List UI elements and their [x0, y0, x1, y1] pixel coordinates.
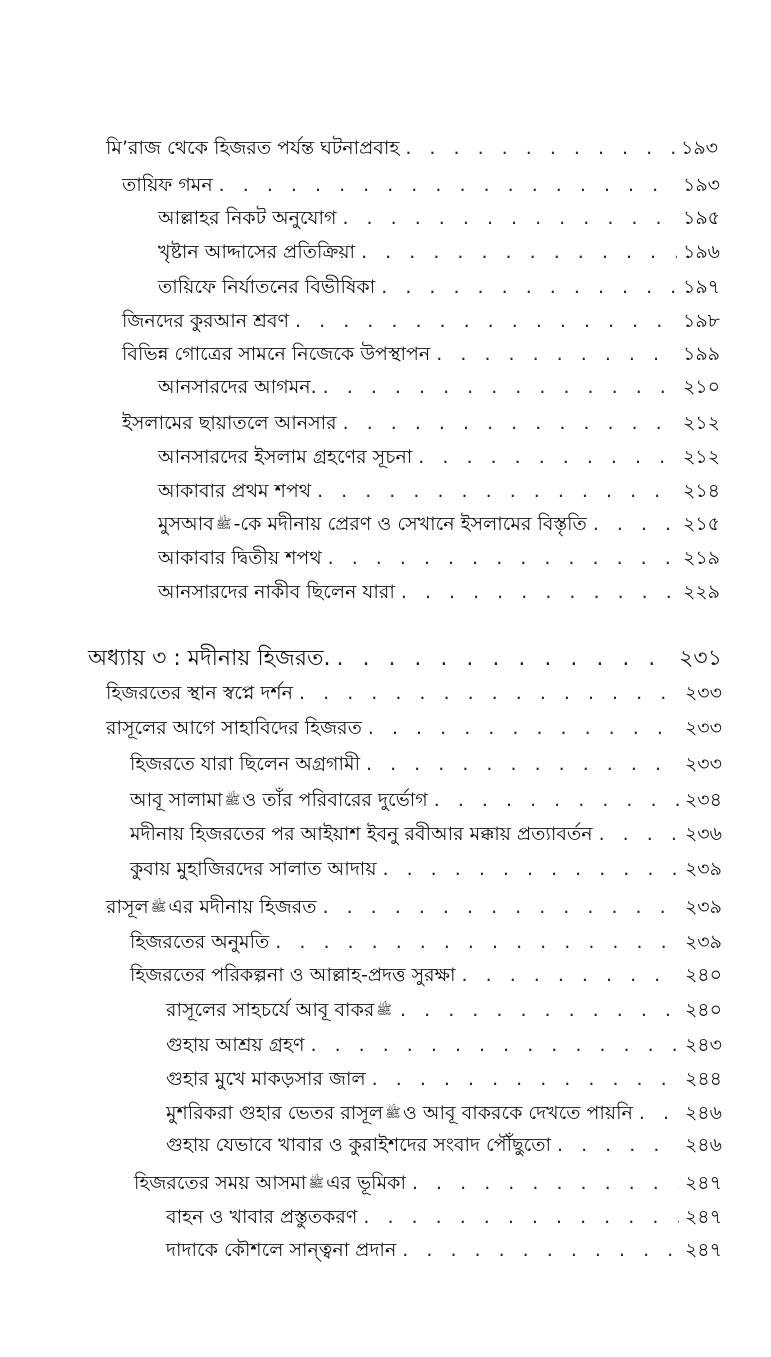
toc-entry: [106, 676, 722, 710]
toc-entry-title: গুহার মুখে মাকড়সার জাল: [166, 1068, 366, 1090]
toc-entry: [130, 958, 722, 992]
dot-leader: [366, 747, 679, 781]
toc-entry: [158, 507, 720, 541]
toc-entry-title: [106, 890, 317, 925]
toc-entry-page: ২৩৬: [684, 823, 722, 845]
toc-entry-page: ২৩১: [679, 646, 722, 671]
dot-leader: [557, 1128, 679, 1162]
toc-entry-title: বিভিন্ন গোত্রের সামনে নিজেকে উপস্থাপন: [122, 343, 431, 365]
toc-entry-page: ২৩৩: [684, 717, 722, 739]
toc-entry-page: ২৩৪: [684, 789, 722, 811]
toc-entry: [134, 1166, 722, 1200]
toc-entry-page: ২৪৬: [684, 1134, 722, 1156]
toc-entry-title: জিনদের কুরআন শ্রবণ: [122, 310, 290, 332]
toc-entry: [130, 852, 722, 886]
toc-entry-page: ২৪৬: [684, 1102, 722, 1124]
toc-entry: [130, 747, 722, 781]
toc-entry: [158, 440, 720, 474]
dot-leader: [400, 993, 679, 1027]
toc-entry-title: আনসারদের ইসলাম গ্রহণের সূচনা: [158, 446, 413, 468]
dot-leader: [317, 474, 677, 508]
toc-entry: [166, 1233, 722, 1267]
toc-entry-title: বাহন ও খাবার প্রস্তুতকরণ: [166, 1206, 358, 1228]
toc-entry-page: ২১২: [682, 446, 720, 468]
toc-entry: [122, 304, 720, 338]
toc-entry-title: [166, 1096, 633, 1131]
dot-leader: [402, 1233, 679, 1267]
honorific-glyph-icon: ﷺ: [376, 1002, 393, 1018]
dot-leader: [418, 440, 677, 474]
dot-leader: [436, 337, 677, 371]
toc-entry-page: ২৩৯: [684, 858, 722, 880]
toc-entry-title: কুবায় মুহাজিরদের সালাত আদায়: [130, 858, 377, 880]
toc-entry: [158, 541, 720, 575]
dot-leader: [405, 131, 675, 165]
dot-leader: [295, 304, 677, 338]
toc-entry-title: খৃষ্টান আদ্দাসের প্রতিক্রিয়া: [158, 241, 356, 263]
dot-leader: [342, 201, 677, 235]
toc-entry: [158, 370, 720, 404]
toc-entry: [166, 993, 722, 1027]
toc-entry: [158, 235, 720, 269]
toc-entry-title: হিজরতের পরিকল্পনা ও আল্লাহ-প্রদত্ত সুরক্ষা: [130, 964, 456, 986]
toc-entry-page: ২৪০: [684, 964, 722, 986]
toc-entry-title: [134, 1166, 406, 1201]
toc-entry-title: [158, 507, 587, 542]
toc-entry-page: ২৪৭: [684, 1206, 722, 1228]
toc-entry-title: আকাবার দ্বিতীয় শপথ: [158, 547, 322, 569]
honorific-glyph-icon: ﷺ: [224, 792, 241, 808]
honorific-glyph-icon: ﷺ: [385, 1105, 401, 1121]
dot-leader: [593, 507, 677, 541]
dot-leader: [639, 1096, 679, 1130]
toc-entry: [166, 1096, 722, 1130]
toc-entry-title: মি’রাজ থেকে হিজরত পর্যন্ত ঘটনাপ্রবাহ: [106, 137, 400, 159]
toc-entry: [158, 474, 720, 508]
toc-entry: [130, 817, 722, 851]
dot-leader: [368, 711, 679, 745]
toc-entry-page: ১৯৩: [680, 137, 718, 159]
toc-entry-title-part: ও আবূ বাকরকে দেখতে পায়নি: [402, 1102, 633, 1124]
toc-entry-page: ২৪৭: [684, 1239, 722, 1261]
toc-entry: [158, 270, 720, 304]
toc-entry-page: ১৯৯: [683, 343, 720, 365]
toc-entry-page: ২৪৭: [684, 1172, 722, 1194]
dot-leader: [310, 1028, 678, 1062]
toc-entry-title: অধ্যায় ৩ : মদীনায় হিজরত.: [88, 646, 331, 671]
toc-entry-page: ১৯৬: [682, 241, 720, 263]
dot-leader: [381, 270, 677, 304]
toc-entry: [166, 1200, 722, 1234]
toc-entry: [106, 711, 722, 745]
toc-entry-title: হিজরতে যারা ছিলেন অগ্রগামী: [130, 753, 361, 775]
dot-leader: [462, 958, 679, 992]
toc-entry: [166, 1062, 722, 1096]
honorific-glyph-icon: ﷺ: [308, 1175, 325, 1191]
toc-entry: [130, 925, 722, 959]
toc-entry-title: তায়িফ গমন: [122, 174, 213, 196]
toc-entry-page: ১৯৭: [682, 276, 720, 298]
dot-leader: [372, 1062, 679, 1096]
dot-leader: [412, 1166, 679, 1200]
toc-entry-title: মদীনায় হিজরতের পর আইয়াশ ইবনু রবীআর মক্কায় প্রত্যাবর্তন: [130, 823, 593, 845]
dot-leader: [434, 783, 679, 817]
toc-entry-page: ২৪০: [684, 999, 722, 1021]
toc-entry: [166, 1128, 722, 1162]
toc-entry-title-part: হিজরতের সময় আসমা: [134, 1172, 307, 1194]
toc-entry-page: ২৩৯: [684, 896, 722, 918]
toc-entry-title-part: এর ভূমিকা: [326, 1172, 406, 1194]
toc-entry-page: ২১৯: [682, 547, 720, 569]
dot-leader: [599, 817, 679, 851]
dot-leader: [361, 235, 677, 269]
toc-entry-title: হিজরতের স্থান স্বপ্নে দর্শন: [106, 682, 294, 704]
toc-entry-page: ১৯৫: [683, 207, 720, 229]
toc-entry: [122, 406, 720, 440]
dot-leader: [219, 168, 677, 202]
toc-entry-page: ২৩৯: [684, 931, 722, 953]
toc-entry: [122, 337, 720, 371]
toc-entry-page: ২৩৩: [684, 753, 722, 775]
toc-entry-title: আল্লাহর নিকট অনুযোগ: [158, 207, 337, 229]
dot-leader: [323, 370, 677, 404]
dot-leader: [275, 925, 679, 959]
honorific-glyph-icon: ﷺ: [150, 899, 167, 915]
toc-entry-title: আকাবার প্রথম শপথ: [158, 480, 312, 502]
dot-leader: [401, 575, 677, 609]
honorific-glyph-icon: ﷺ: [215, 516, 232, 532]
toc-entry: [130, 783, 722, 817]
toc-entry-title-part: মুশরিকরা গুহার ভেতর রাসূল: [166, 1102, 384, 1124]
toc-entry: [106, 131, 718, 165]
toc-entry-title: [166, 993, 394, 1028]
toc-entry: [106, 890, 722, 924]
toc-entry-title: দাদাকে কৌশলে সান্ত্বনা প্রদান: [166, 1239, 397, 1261]
toc-entry-title: গুহায় যেভাবে খাবার ও কুরাইশদের সংবাদ পৌঁছুতো: [166, 1134, 552, 1156]
toc-entry-page: ২১৪: [682, 480, 720, 502]
toc-entry-page: ২১৫: [682, 513, 720, 535]
toc-entry-page: ২৩৩: [684, 682, 722, 704]
toc-entry: [166, 1028, 722, 1062]
toc-entry: [158, 575, 720, 609]
toc-entry: [158, 201, 720, 235]
toc-entry-title: তায়িফে নির্যাতনের বিভীষিকা: [158, 276, 376, 298]
chapter-heading: [88, 640, 722, 678]
toc-entry-page: ১৯৩: [682, 174, 720, 196]
toc-entry: [122, 168, 720, 202]
toc-entry-title: আনসারদের নাকীব ছিলেন যারা: [158, 581, 395, 603]
dot-leader: [299, 676, 679, 710]
toc-entry-page: ২১০: [682, 376, 720, 398]
toc-entry-title-part: এর মদীনায় হিজরত: [168, 896, 317, 918]
toc-entry-title: হিজরতের অনুমতি: [130, 931, 270, 953]
dot-leader: [328, 541, 677, 575]
toc-entry-title-part: -কে মদীনায় প্রেরণ ও সেখানে ইসলামের বিস্তৃতি: [233, 513, 587, 535]
toc-entry-title-part: আবূ সালামা: [130, 789, 223, 811]
toc-entry-title-part: রাসূল: [106, 896, 149, 918]
toc-entry-title: [130, 783, 428, 818]
dot-leader: [323, 890, 679, 924]
dot-leader: [343, 406, 677, 440]
toc-entry-title-part: মুসআব: [158, 513, 214, 535]
toc-entry-title: রাসূলের আগে সাহাবিদের হিজরত: [106, 717, 362, 739]
dot-leader: [336, 640, 673, 678]
dot-leader: [363, 1200, 679, 1234]
toc-entry-page: ২৪৪: [684, 1068, 722, 1090]
toc-entry-page: ১৯৮: [683, 310, 720, 332]
toc-entry-title-part: ও তাঁর পরিবারের দুর্ভোগ: [242, 789, 428, 811]
toc-entry-title: আনসারদের আগমন.: [158, 376, 317, 398]
toc-entry-title: ইসলামের ছায়াতলে আনসার: [122, 412, 337, 434]
toc-entry-title-part: রাসূলের সাহচর্যে আবূ বাকর: [166, 999, 375, 1021]
toc-entry-page: ২২৯: [682, 581, 720, 603]
toc-entry-page: ২৪৩: [684, 1034, 722, 1056]
toc-entry-title: গুহায় আশ্রয় গ্রহণ: [166, 1034, 305, 1056]
dot-leader: [383, 852, 679, 886]
toc-entry-page: ২১২: [682, 412, 720, 434]
